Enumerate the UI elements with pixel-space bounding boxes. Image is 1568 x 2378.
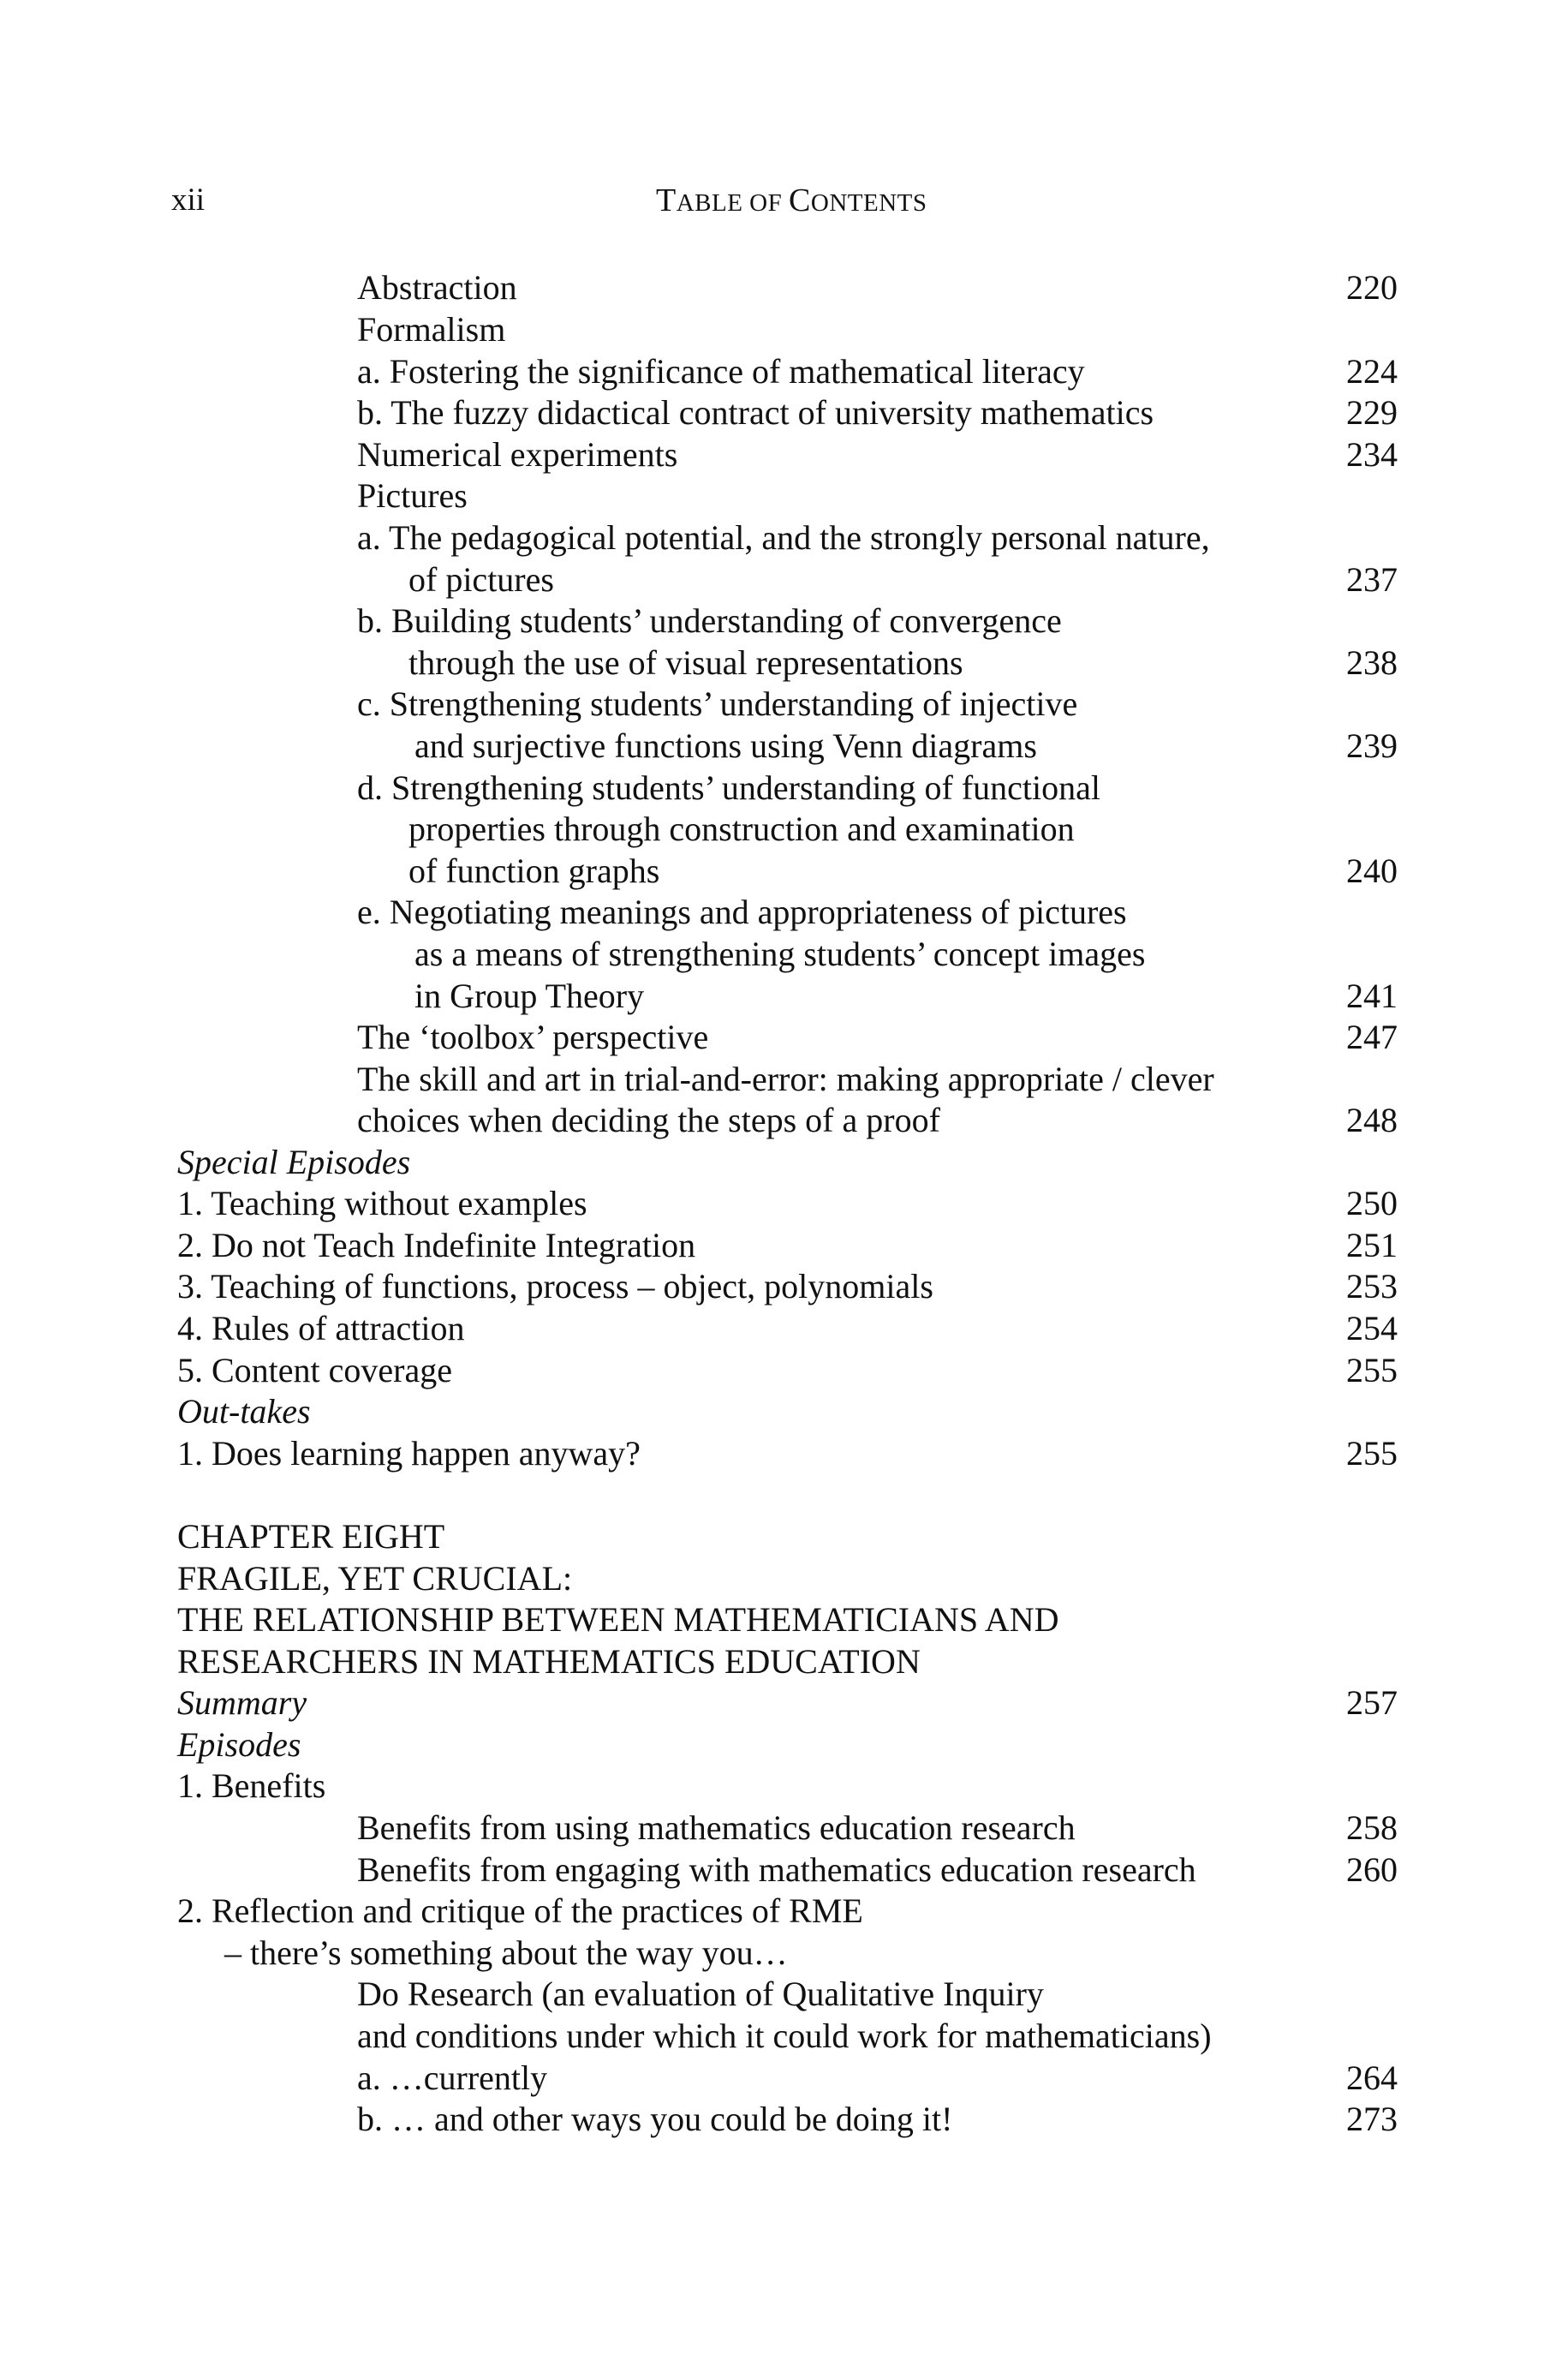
toc-page-number: 248: [1346, 1101, 1398, 1139]
toc-page-number: 220: [1346, 268, 1398, 307]
toc-page-number: 253: [1346, 1267, 1398, 1306]
page-number: xii: [171, 182, 206, 218]
toc-page-number: 234: [1346, 435, 1398, 474]
toc-entry: 4. Rules of attraction: [177, 1309, 465, 1347]
toc-entry: in Group Theory: [414, 977, 645, 1015]
toc-entry: of function graphs: [408, 851, 660, 890]
toc-page-number: 257: [1346, 1683, 1398, 1722]
toc-entry: The ‘toolbox’ perspective: [357, 1018, 709, 1056]
toc-entry: a. The pedagogical potential, and the strongly personal nature,: [357, 518, 1210, 557]
toc-entry: 5. Content coverage: [177, 1351, 452, 1389]
toc-page-number: 229: [1346, 393, 1398, 432]
toc-page-number: 255: [1346, 1351, 1398, 1389]
chapter-title: THE RELATIONSHIP BETWEEN MATHEMATICIANS AND: [177, 1600, 1059, 1639]
toc-entry: Do Research (an evaluation of Qualitative Inquiry: [357, 1975, 1044, 2013]
toc-entry: d. Strengthening students’ understanding of functional: [357, 768, 1100, 807]
toc-entry: 1. Does learning happen anyway?: [177, 1434, 641, 1473]
toc-page-number: 251: [1346, 1226, 1398, 1264]
toc-entry: b. Building students’ understanding of convergence: [357, 601, 1062, 640]
toc-page-number: 264: [1346, 2058, 1398, 2097]
toc-page-number: 237: [1346, 560, 1398, 599]
toc-page-number: 250: [1346, 1184, 1398, 1222]
toc-entry: Abstraction: [357, 268, 517, 307]
toc-page-number: 254: [1346, 1309, 1398, 1347]
toc-entry: 2. Reflection and critique of the practices of RME: [177, 1891, 863, 1930]
toc-entry: a. Fostering the significance of mathematical literacy: [357, 352, 1085, 391]
toc-entry: Formalism: [357, 310, 506, 349]
chapter-title: FRAGILE, YET CRUCIAL:: [177, 1559, 573, 1598]
toc-section-heading: Episodes: [177, 1725, 301, 1764]
toc-page-number: 273: [1346, 2100, 1398, 2138]
toc-entry: 2. Do not Teach Indefinite Integration: [177, 1226, 696, 1264]
toc-page-number: 241: [1346, 977, 1398, 1015]
toc-entry: 1. Benefits: [177, 1766, 326, 1805]
toc-entry: and surjective functions using Venn diagrams: [414, 726, 1037, 765]
toc-entry: Benefits from engaging with mathematics education research: [357, 1850, 1196, 1889]
toc-entry: as a means of strengthening students’ concept images: [414, 935, 1146, 973]
toc-entry: 3. Teaching of functions, process – object, polynomials: [177, 1267, 933, 1306]
toc-page-number: 258: [1346, 1808, 1398, 1847]
toc-entry: a. …currently: [357, 2058, 548, 2097]
toc-entry: c. Strengthening students’ understanding of injective: [357, 684, 1078, 723]
toc-page-number: 260: [1346, 1850, 1398, 1889]
chapter-heading: CHAPTER EIGHT: [177, 1517, 445, 1556]
toc-entry: b. … and other ways you could be doing it!: [357, 2100, 953, 2138]
toc-page-number: 255: [1346, 1434, 1398, 1473]
toc-entry: – there’s something about the way you…: [224, 1933, 788, 1972]
toc-entry: The skill and art in trial-and-error: making appropriate / clever: [357, 1060, 1214, 1098]
toc-section-heading: Special Episodes: [177, 1143, 411, 1181]
toc-section-heading: Summary: [177, 1683, 307, 1722]
toc-entry: Numerical experiments: [357, 435, 678, 474]
toc-entry: choices when deciding the steps of a proof: [357, 1101, 940, 1139]
running-header-title: TABLE OF CONTENTS: [656, 182, 927, 218]
toc-page-number: 224: [1346, 352, 1398, 391]
toc-entry: of pictures: [408, 560, 554, 599]
toc-entry: b. The fuzzy didactical contract of university mathematics: [357, 393, 1154, 432]
toc-entry: properties through construction and examination: [408, 810, 1075, 848]
toc-entry: and conditions under which it could work for mathematicians): [357, 2017, 1212, 2055]
chapter-title: RESEARCHERS IN MATHEMATICS EDUCATION: [177, 1642, 921, 1681]
toc-entry: 1. Teaching without examples: [177, 1184, 587, 1222]
toc-entry: through the use of visual representations: [408, 643, 963, 682]
toc-page-number: 238: [1346, 643, 1398, 682]
toc-page-number: 239: [1346, 726, 1398, 765]
toc-entry: e. Negotiating meanings and appropriateness of pictures: [357, 893, 1127, 931]
toc-page-number: 247: [1346, 1018, 1398, 1056]
toc-entry: Benefits from using mathematics education research: [357, 1808, 1076, 1847]
toc-entry: Pictures: [357, 476, 468, 515]
toc-page-number: 240: [1346, 851, 1398, 890]
toc-section-heading: Out-takes: [177, 1392, 311, 1431]
